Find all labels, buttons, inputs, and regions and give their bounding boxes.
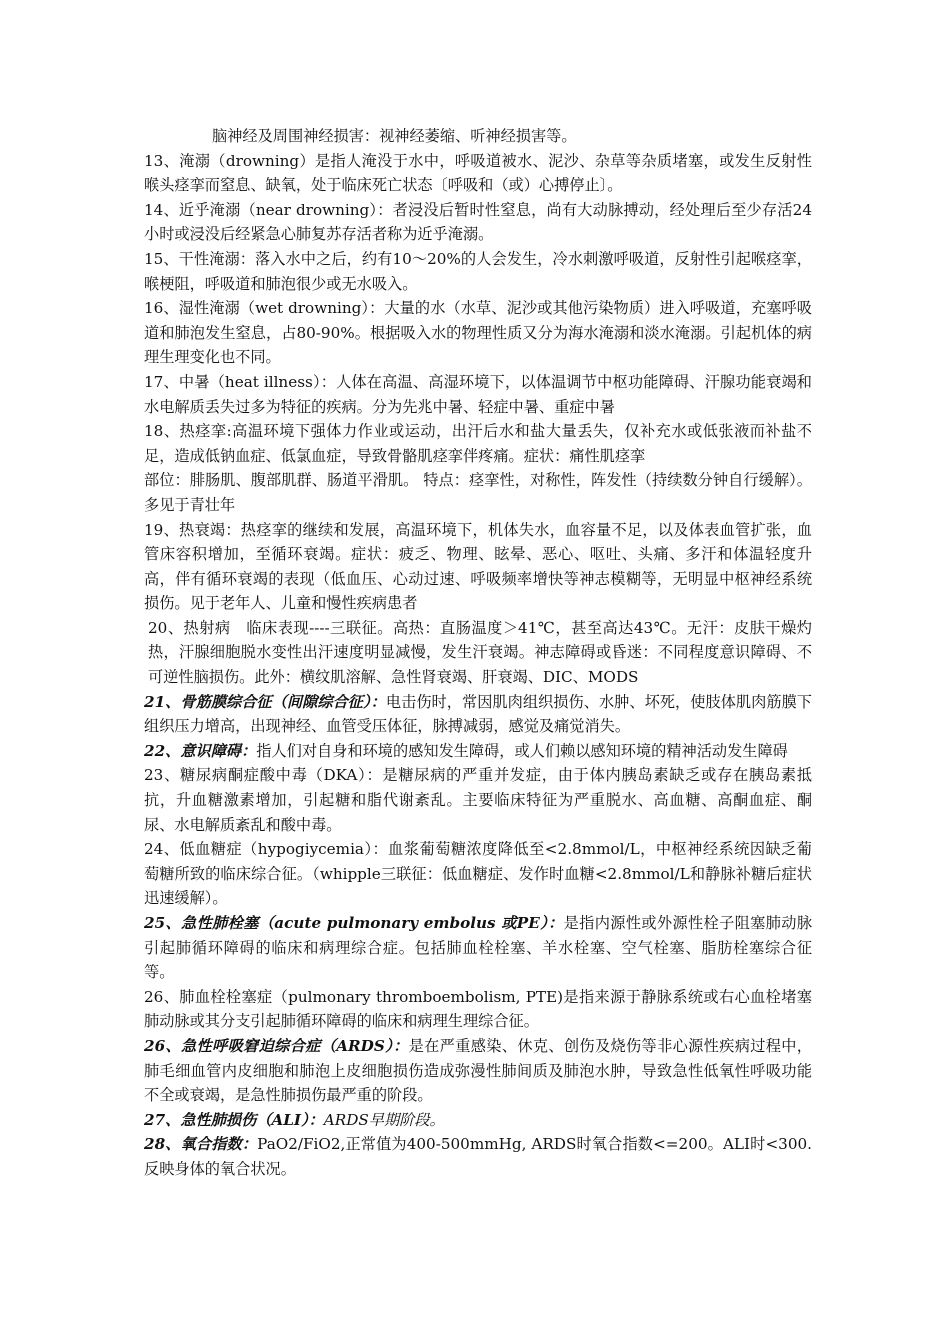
paragraph-16-wet-drowning: 16、湿性淹溺（wet drowning）：大量的水（水草、泥沙或其他污染物质）进入呼吸道，充塞呼吸道和肺泡发生窒息，占80-90%。根据吸入水的物理性质又分为海水淹溺和淡水淹溺。引起机体的病理生理变化也不同。 [144, 299, 812, 367]
paragraph-22-consciousness-disorder [144, 739, 812, 764]
term-label: 21、骨筋膜综合征（间隙综合征）： [144, 692, 386, 711]
term-definition: 是在严重感染、休克、创伤及烧伤等非心源性疾病过程中，肺毛细血管内皮细胞和肺泡上皮细胞损伤造成弥漫性肺间质及肺泡水肿，导致急性低氧性呼吸功能不全或衰竭，是急性肺损伤最严重的阶段。 [144, 1036, 812, 1105]
term-definition: 是指内源性或外源性栓子阻塞肺动脉引起肺循环障碍的临床和病理综合症。包括肺血栓栓塞、羊水栓塞、空气栓塞、脂肪栓塞综合征等。 [144, 914, 813, 982]
paragraph-cranial-nerve-damage: 脑神经及周围神经损害：视神经萎缩、听神经损害等。 [212, 127, 577, 145]
term-label: 27、急性肺损伤（ALI）： [144, 1110, 324, 1129]
paragraph-19-heat-exhaustion: 19、热衰竭：热痉挛的继续和发展，高温环境下，机体失水，血容量不足，以及体表血管扩张，血管床容积增加，至循环衰竭。症状：疲乏、物理、眩晕、恶心、呕吐、头痛、多汗和体温轻度升高，伴有循环衰竭的表现（低血压、心动过速、呼吸频率增快等神志模糊等，无明显中枢神经系统损伤。见于老年人、儿童和慢性疾病患者 [144, 520, 812, 613]
paragraph-21-compartment-syndrome [144, 690, 812, 739]
term-definition: 指人们对自身和环境的感知发生障碍，或人们赖以感知环境的精神活动发生障碍 [256, 741, 788, 760]
paragraph-14-near-drowning: 14、近乎淹溺（near drowning）：者浸没后暂时性窒息，尚有大动脉搏动，经处理后至少存活24小时或浸没后经紧急心肺复苏存活者称为近乎淹溺。 [144, 200, 812, 244]
paragraph-20-heat-stroke: 20、热射病 临床表现----三联征。高热：直肠温度＞41℃，甚至高达43℃。无汗：皮肤干燥灼热，汗腺细胞脱水变性出汗速度明显减慢，发生汗衰竭。神志障碍或昏迷：不同程度意识障碍、不可逆性脑损伤。此外：横纹肌溶解、急性肾衰竭、肝衰竭、DIC、MODS [148, 618, 812, 687]
paragraph-18-heat-cramps: 18、热痉挛:高温环境下强体力作业或运动，出汗后水和盐大量丢失，仅补充水或低张液而补盐不足，造成低钠血症、低氯血症，导致骨骼肌痉挛伴疼痛。症状：痛性肌痉挛 [144, 422, 812, 465]
term-label: 28、氧合指数： [144, 1135, 258, 1154]
term-definition: ARDS早期阶段。 [323, 1110, 445, 1129]
term-definition: 电击伤时，常因肌肉组织损伤、水肿、坏死，使肢体肌肉筋膜下组织压力增高，出现神经、血管受压体征，脉搏减弱，感觉及痛觉消失。 [144, 692, 812, 736]
paragraph-25-pulmonary-embolism [144, 911, 812, 985]
term-label: 25、急性肺栓塞（acute pulmonary embolus 或PE）： [144, 914, 564, 932]
paragraph-23-dka: 23、糖尿病酮症酸中毒（DKA）：是糖尿病的严重并发症，由于体内胰岛素缺乏或存在胰岛素抵抗，升血糖激素增加，引起糖和脂代谢紊乱。主要临床特征为严重脱水、高血糖、高酮血症、酮尿、水电解质紊乱和酸中毒。 [144, 766, 812, 834]
paragraph-26-ards [144, 1034, 812, 1108]
paragraph-13-drowning: 13、淹溺（drowning）是指人淹没于水中，呼吸道被水、泥沙、杂草等杂质堵塞，或发生反射性喉头痉挛而窒息、缺氧，处于临床死亡状态〔呼吸和（或）心搏停止〕。 [144, 151, 812, 195]
paragraph-15-dry-drowning: 15、干性淹溺：落入水中之后，约有10～20%的人会发生，冷水刺激呼吸道，反射性引起喉痉挛，喉梗阻，呼吸道和肺泡很少或无水吸入。 [144, 249, 812, 293]
paragraph-17-heat-illness: 17、中暑（heat illness）：人体在高温、高湿环境下，以体温调节中枢功能障碍、汗腺功能衰竭和水电解质丢失过多为特征的疾病。分为先兆中暑、轻症中暑、重症中暑 [144, 372, 812, 416]
term-label: 22、意识障碍： [144, 741, 257, 760]
paragraph-27-ali [144, 1108, 812, 1133]
paragraph-18-heat-cramps-sites: 部位：腓肠肌、腹部肌群、肠道平滑肌。 特点：痉挛性，对称性，阵发性（持续数分钟自行缓解）。多见于青壮年 [144, 471, 812, 514]
term-label: 26、急性呼吸窘迫综合症（ARDS）： [144, 1036, 409, 1055]
document-page [144, 124, 812, 1182]
term-definition: PaO2/FiO2,正常值为400-500mmHg, ARDS时氧合指数<=200。ALI时<300.反映身体的氧合状况。 [144, 1135, 812, 1178]
paragraph-26-pte: 26、肺血栓栓塞症（pulmonary thromboembolism, PTE)是指来源于静脉系统或右心血栓堵塞肺动脉或其分支引起肺循环障碍的临床和病理生理综合征。 [144, 987, 812, 1031]
paragraph-28-oxygenation-index [144, 1132, 812, 1181]
paragraph-24-hypoglycemia: 24、低血糖症（hypogiycemia）：血浆葡萄糖浓度降低至<2.8mmol/L，中枢神经系统因缺乏葡萄糖所致的临床综合征。（whipple三联征：低血糖症、发作时血糖<2.8mmol/L和静脉补糖后症状迅速缓解）。 [144, 840, 812, 908]
